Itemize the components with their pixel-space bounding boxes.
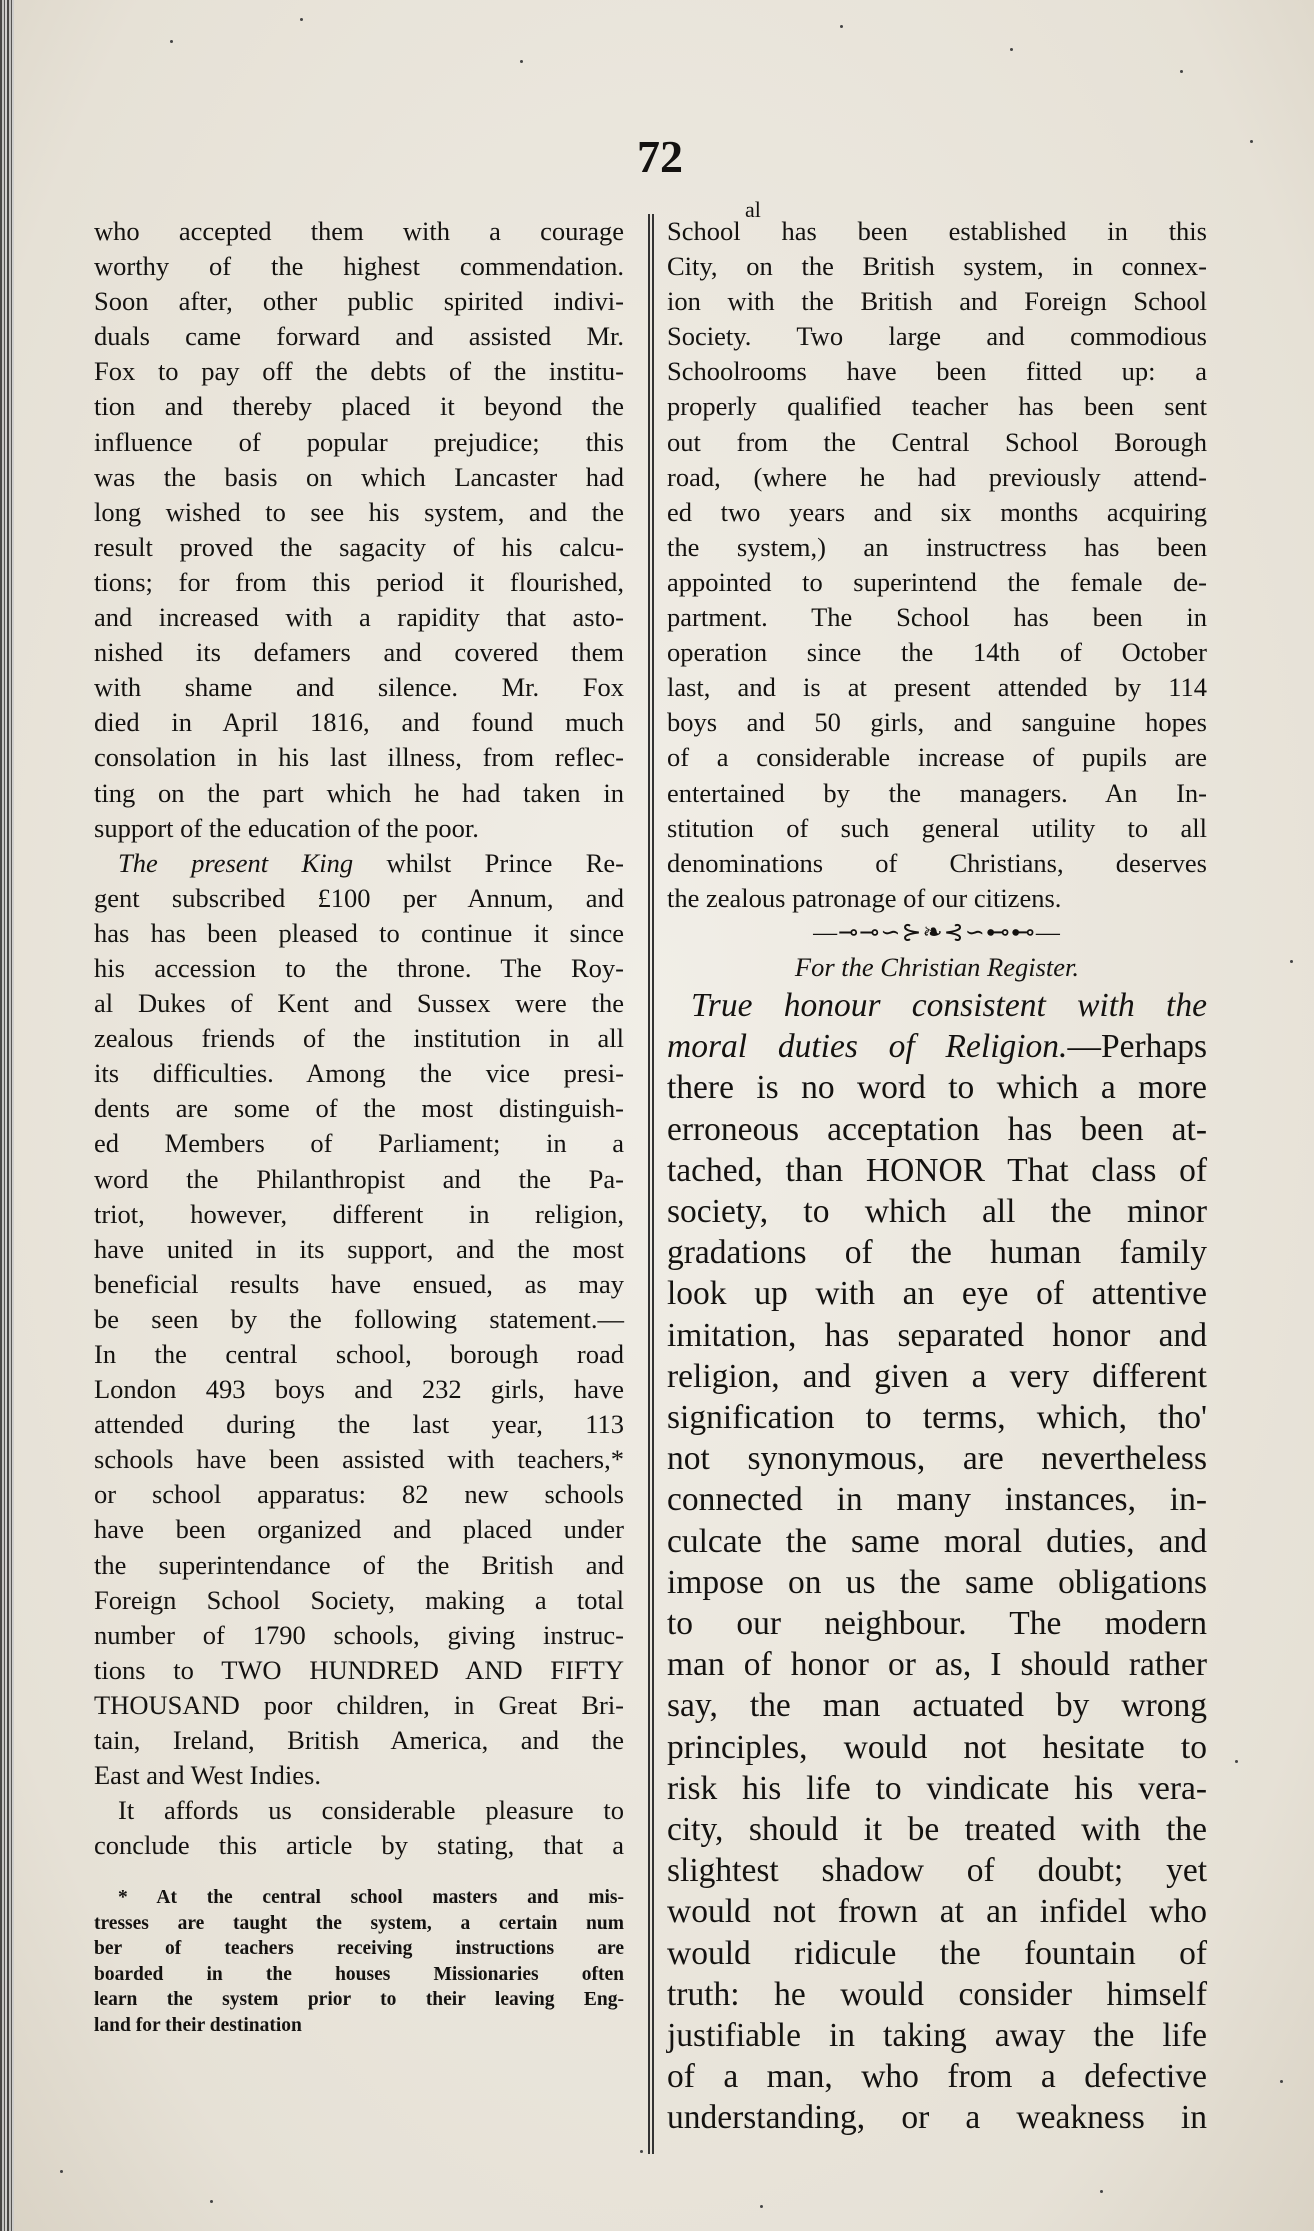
news-text-line: School has been established in this bbox=[667, 216, 1207, 246]
news-text-line: last, and is at present attended by 114 bbox=[667, 672, 1207, 703]
scan-speck bbox=[1180, 70, 1183, 73]
scan-speck bbox=[1010, 48, 1013, 51]
article-text-line: say, the man actuated by wrong bbox=[667, 1687, 1207, 1725]
footnote-line: * At the central school masters and mis- bbox=[118, 1887, 624, 1909]
article-text-line: look up with an eye of attentive bbox=[667, 1275, 1207, 1313]
left-text-line: ting on the part which he had taken in bbox=[94, 777, 624, 808]
article-text-line: of a man, who from a defective bbox=[667, 2058, 1207, 2096]
left-text-line: its difficulties. Among the vice presi- bbox=[94, 1058, 624, 1089]
left-text-line: dents are some of the most distinguish- bbox=[94, 1093, 624, 1124]
news-text-line: denominations of Christians, deserves bbox=[667, 847, 1207, 878]
news-text-line: ion with the British and Foreign School bbox=[667, 286, 1207, 317]
left-text-line: be seen by the following statement.— bbox=[94, 1303, 624, 1334]
left-text-line: beneficial results have ensued, as may bbox=[94, 1268, 624, 1299]
left-text-line: Soon after, other public spirited indivi- bbox=[94, 286, 624, 317]
scan-speck bbox=[1235, 1760, 1238, 1763]
left-text-line: The present King whilst Prince Re- bbox=[118, 847, 624, 878]
page-binding-edge bbox=[0, 0, 14, 2231]
article-text-line: justifiable in taking away the life bbox=[667, 2017, 1207, 2055]
column-divider bbox=[648, 214, 654, 2154]
article-text-line: signification to terms, which, tho' bbox=[667, 1399, 1207, 1436]
page-number: 72 bbox=[637, 131, 683, 182]
left-text-line: consolation in his last illness, from reflec- bbox=[94, 742, 624, 773]
left-text-line: London 493 boys and 232 girls, have bbox=[94, 1374, 624, 1405]
article-text-line: would ridicule the fountain of bbox=[667, 1934, 1207, 1972]
article-heading: For the Christian Register. bbox=[794, 951, 1080, 982]
scan-speck bbox=[210, 2200, 213, 2203]
left-text-line: zealous friends of the institution in all bbox=[94, 1023, 624, 1054]
left-text-line: support of the education of the poor. bbox=[94, 812, 479, 843]
scan-speck bbox=[1100, 2190, 1103, 2193]
article-text-line: impose on us the same obligations bbox=[667, 1563, 1207, 1601]
news-text-line: Schoolrooms have been fitted up: a bbox=[667, 356, 1207, 387]
scan-speck bbox=[1290, 960, 1293, 963]
left-text-line: the superintendance of the British and bbox=[94, 1549, 624, 1580]
article-text-line: slightest shadow of doubt; yet bbox=[667, 1852, 1207, 1890]
scan-speck bbox=[1280, 2080, 1283, 2083]
article-text-line: connected in many instances, in- bbox=[667, 1481, 1207, 1519]
left-text-line: Foreign School Society, making a total bbox=[94, 1584, 624, 1615]
right-column-news-text bbox=[667, 214, 1207, 916]
article-text-line: erroneous acceptation has been at- bbox=[667, 1110, 1207, 1148]
article-text-line: principles, would not hesitate to bbox=[667, 1728, 1207, 1766]
news-text-line: appointed to superintend the female de- bbox=[667, 566, 1207, 597]
left-text-line: attended during the last year, 113 bbox=[94, 1409, 624, 1440]
article-text-line: religion, and given a very different bbox=[667, 1357, 1207, 1395]
article-text-line: city, should it be treated with the bbox=[667, 1811, 1207, 1849]
news-text-line: stitution of such general utility to all bbox=[667, 812, 1207, 843]
left-text-line: ed Members of Parliament; in a bbox=[94, 1128, 624, 1159]
article-text-line: imitation, has separated honor and bbox=[667, 1316, 1207, 1354]
scan-speck bbox=[640, 2150, 643, 2153]
insert-mark: al bbox=[745, 197, 761, 222]
left-text-line: al Dukes of Kent and Sussex were the bbox=[94, 988, 624, 1019]
article-text-line: True honour consistent with the bbox=[691, 986, 1207, 1024]
article-text-line: moral duties of Religion.—Perhaps bbox=[667, 1028, 1207, 1066]
scan-speck bbox=[60, 2170, 63, 2173]
left-text-line: Fox to pay off the debts of the institu- bbox=[94, 356, 624, 387]
left-text-line: worthy of the highest commendation. bbox=[94, 251, 624, 282]
left-text-line: tions to TWO HUNDRED AND FIFTY bbox=[94, 1654, 624, 1685]
left-text-line: has has been pleased to continue it since bbox=[94, 917, 624, 948]
scan-speck bbox=[520, 60, 523, 63]
article-text-line: tached, than HONOR That class of bbox=[667, 1151, 1207, 1189]
left-text-line: number of 1790 schools, giving instruc- bbox=[94, 1619, 624, 1650]
left-text-line: gent subscribed £100 per Annum, and bbox=[94, 882, 624, 913]
news-text-line: the zealous patronage of our citizens. bbox=[667, 882, 1062, 913]
news-text-line: road, (where he had previously attend- bbox=[667, 461, 1207, 492]
left-text-line: In the central school, borough road bbox=[94, 1339, 624, 1369]
article-text-line: to our neighbour. The modern bbox=[667, 1605, 1207, 1643]
article-text-line: there is no word to which a more bbox=[667, 1069, 1207, 1107]
article-text-line: not synonymous, are nevertheless bbox=[667, 1440, 1207, 1478]
scan-speck bbox=[1250, 140, 1253, 143]
news-text-line: boys and 50 girls, and sanguine hopes bbox=[667, 707, 1207, 738]
footnote-line: land for their destination bbox=[94, 2014, 302, 2036]
article-text-line: risk his life to vindicate his vera- bbox=[667, 1769, 1207, 1807]
news-text-line: out from the Central School Borough bbox=[667, 426, 1207, 457]
left-text-line: result proved the sagacity of his calcu- bbox=[94, 531, 624, 562]
scan-speck bbox=[300, 18, 303, 21]
footnote-line: ber of teachers receiving instructions are bbox=[94, 1938, 624, 1960]
news-text-line: City, on the British system, in connex- bbox=[667, 251, 1207, 282]
ornament-divider: —⊸⊸∽⊱❧⊰∽⊷⊷— bbox=[813, 919, 1061, 946]
left-text-line: East and West Indies. bbox=[94, 1760, 321, 1791]
left-text-line: died in April 1816, and found much bbox=[94, 707, 624, 738]
article-text-line: would not frown at an infidel who bbox=[667, 1893, 1207, 1931]
article-body bbox=[667, 985, 1207, 2139]
footnote-line: tresses are taught the system, a certain num bbox=[94, 1912, 624, 1934]
news-text-line: ed two years and six months acquiring bbox=[667, 496, 1207, 527]
footnote bbox=[94, 1885, 624, 2038]
article-text-line: truth: he would consider himself bbox=[667, 1975, 1207, 2013]
left-text-line: who accepted them with a courage bbox=[94, 216, 624, 246]
article-text-line: society, to which all the minor bbox=[667, 1192, 1207, 1230]
right-column bbox=[667, 197, 1207, 2139]
left-text-line: duals came forward and assisted Mr. bbox=[94, 321, 624, 352]
left-text-line: word the Philanthropist and the Pa- bbox=[94, 1163, 624, 1194]
left-text-line: was the basis on which Lancaster had bbox=[94, 461, 624, 492]
footnote-line: boarded in the houses Missionaries often bbox=[94, 1963, 624, 1985]
scan-speck bbox=[170, 40, 173, 43]
left-text-line: schools have been assisted with teachers,* bbox=[94, 1444, 624, 1475]
left-text-line: triot, however, different in religion, bbox=[94, 1198, 624, 1229]
left-text-line: tain, Ireland, British America, and the bbox=[94, 1725, 624, 1756]
news-text-line: Society. Two large and commodious bbox=[667, 321, 1207, 352]
left-text-line: nished its defamers and covered them bbox=[94, 637, 624, 668]
left-text-line: have been organized and placed under bbox=[94, 1514, 624, 1545]
left-text-line: his accession to the throne. The Roy- bbox=[94, 952, 624, 983]
left-text-line: tion and thereby placed it beyond the bbox=[94, 391, 624, 422]
left-text-line: conclude this article by stating, that a bbox=[94, 1830, 624, 1861]
left-column bbox=[94, 214, 624, 2038]
news-text-line: the system,) an instructress has been bbox=[667, 531, 1207, 562]
scan-speck bbox=[760, 2205, 763, 2208]
news-text-line: of a considerable increase of pupils are bbox=[667, 742, 1207, 773]
left-text-line: tions; for from this period it flourished, bbox=[94, 566, 624, 597]
news-text-line: properly qualified teacher has been sent bbox=[667, 391, 1207, 422]
article-text-line: gradations of the human family bbox=[667, 1234, 1207, 1272]
left-text-line: and increased with a rapidity that asto- bbox=[94, 602, 624, 633]
article-text-line: man of honor or as, I should rather bbox=[667, 1646, 1207, 1684]
left-text-line: influence of popular prejudice; this bbox=[94, 426, 624, 457]
left-text-line: have united in its support, and the most bbox=[94, 1233, 624, 1264]
news-text-line: operation since the 14th of October bbox=[667, 637, 1207, 668]
left-text-line: with shame and silence. Mr. Fox bbox=[94, 672, 624, 703]
left-column-text bbox=[94, 214, 624, 1863]
news-text-line: partment. The School has been in bbox=[667, 602, 1207, 633]
article-text-line: understanding, or a weakness in bbox=[667, 2099, 1207, 2137]
footnote-line: learn the system prior to their leaving Eng- bbox=[94, 1989, 624, 2011]
left-text-line: THOUSAND poor children, in Great Bri- bbox=[94, 1689, 624, 1720]
left-text-line: It affords us considerable pleasure to bbox=[118, 1795, 624, 1826]
article-text-line: culcate the same moral duties, and bbox=[667, 1522, 1207, 1560]
news-text-line: entertained by the managers. An In- bbox=[667, 777, 1207, 808]
left-text-line: or school apparatus: 82 new schools bbox=[94, 1479, 624, 1510]
scan-speck bbox=[840, 25, 843, 28]
left-text-line: long wished to see his system, and the bbox=[94, 496, 624, 527]
